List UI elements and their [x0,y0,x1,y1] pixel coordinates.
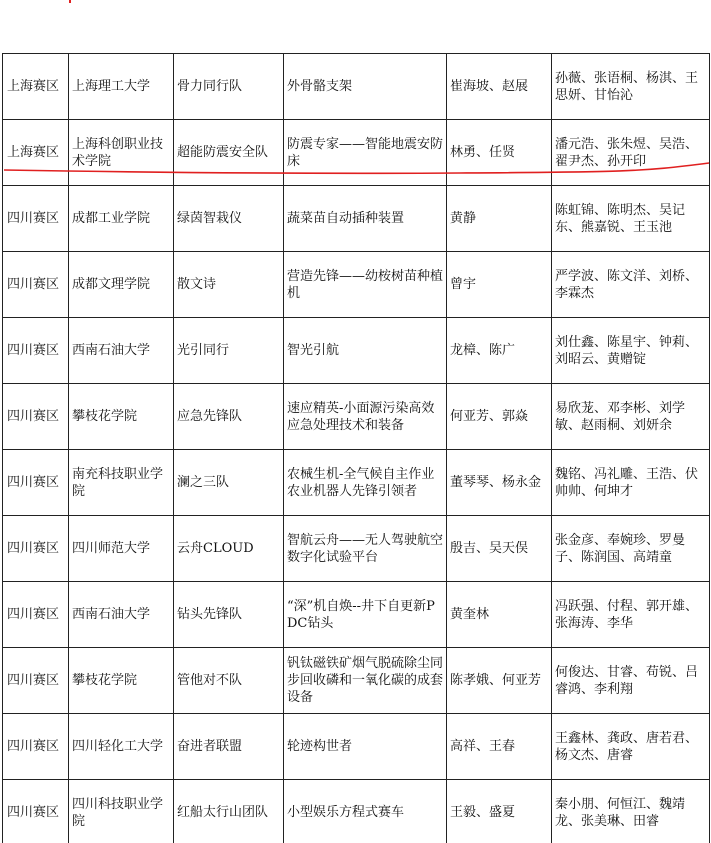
school-cell: 西南石油大学 [69,318,174,384]
region-cell: 四川赛区 [3,516,69,582]
red-mark-dot [69,0,71,3]
advisors-cell: 龙樟、陈广 [447,318,552,384]
project-cell: 小型娱乐方程式赛车 [284,780,447,843]
members-cell: 陈虹锦、陈明杰、吴记东、熊嘉锐、王玉池 [552,186,710,252]
members-cell: 易欣茏、邓李彬、刘学敏、赵雨桐、刘妍余 [552,384,710,450]
table-row [3,318,710,384]
project-cell: 钒钛磁铁矿烟气脱硫除尘同步回收磷和一氧化碳的成套设备 [284,648,447,714]
members-cell: 刘仕鑫、陈星宇、钟莉、刘昭云、黄赠锭 [552,318,710,384]
team-cell: 澜之三队 [174,450,284,516]
advisors-cell: 崔海坡、赵展 [447,54,552,120]
project-cell: 营造先锋——幼桉树苗种植机 [284,252,447,318]
region-cell: 四川赛区 [3,252,69,318]
table-body [3,54,710,843]
project-cell: 外骨骼支架 [284,54,447,120]
project-cell: 智光引航 [284,318,447,384]
team-cell: 超能防震安全队 [174,120,284,186]
team-cell: 光引同行 [174,318,284,384]
school-cell: 成都工业学院 [69,186,174,252]
school-cell: 上海科创职业技术学院 [69,120,174,186]
project-cell: 蔬菜苗自动插种装置 [284,186,447,252]
region-cell: 四川赛区 [3,780,69,843]
team-cell: 奋进者联盟 [174,714,284,780]
region-cell: 四川赛区 [3,648,69,714]
region-cell: 四川赛区 [3,186,69,252]
team-cell: 骨力同行队 [174,54,284,120]
project-cell: 农械生机-全气候自主作业农业机器人先锋引领者 [284,450,447,516]
team-cell: 钻头先锋队 [174,582,284,648]
school-cell: 攀枝花学院 [69,384,174,450]
region-cell: 四川赛区 [3,582,69,648]
table-row [3,120,710,186]
school-cell: 四川师范大学 [69,516,174,582]
advisors-cell: 黄静 [447,186,552,252]
team-cell: 管他对不队 [174,648,284,714]
team-cell: 云舟CLOUD [174,516,284,582]
table-row [3,384,710,450]
table-row [3,54,710,120]
members-cell: 严学波、陈文洋、刘桥、李霖杰 [552,252,710,318]
table-row [3,582,710,648]
project-cell: 速应精英-小面源污染高效应急处理技术和装备 [284,384,447,450]
advisors-cell: 高祥、王春 [447,714,552,780]
table-row [3,648,710,714]
award-table [2,53,710,843]
advisors-cell: 殷吉、吴天俣 [447,516,552,582]
school-cell: 四川轻化工大学 [69,714,174,780]
project-cell: 智航云舟——无人驾驶航空数字化试验平台 [284,516,447,582]
advisors-cell: 董琴琴、杨永金 [447,450,552,516]
members-cell: 魏铭、冯礼雕、王浩、伏帅帅、何坤才 [552,450,710,516]
region-cell: 四川赛区 [3,714,69,780]
members-cell: 秦小朋、何恒江、魏靖龙、张美琳、田睿 [552,780,710,843]
members-cell: 何俊达、甘睿、苟锐、吕睿鸿、李利翔 [552,648,710,714]
region-cell: 四川赛区 [3,450,69,516]
region-cell: 上海赛区 [3,54,69,120]
members-cell: 张金彦、奉婉珍、罗曼子、陈润国、高靖童 [552,516,710,582]
table-row [3,450,710,516]
project-cell: 轮迹构世者 [284,714,447,780]
table-row [3,714,710,780]
advisors-cell: 林勇、任贤 [447,120,552,186]
region-cell: 四川赛区 [3,384,69,450]
table-row [3,780,710,843]
members-cell: 孙薇、张语桐、杨淇、王思妍、甘怡沁 [552,54,710,120]
advisors-cell: 陈孝娥、何亚芳 [447,648,552,714]
advisors-cell: 黄奎林 [447,582,552,648]
members-cell: 冯跃强、付程、郭开雄、张海涛、李华 [552,582,710,648]
project-cell: “深”机自焕--井下自更新PDC钻头 [284,582,447,648]
team-cell: 红船太行山团队 [174,780,284,843]
table-row [3,516,710,582]
school-cell: 南充科技职业学院 [69,450,174,516]
advisors-cell: 曾宇 [447,252,552,318]
team-cell: 应急先锋队 [174,384,284,450]
members-cell: 王鑫林、龚政、唐若君、杨文杰、唐睿 [552,714,710,780]
school-cell: 西南石油大学 [69,582,174,648]
project-cell: 防震专家——智能地震安防床 [284,120,447,186]
school-cell: 攀枝花学院 [69,648,174,714]
members-cell: 潘元浩、张朱煜、吴浩、翟尹杰、孙开印 [552,120,710,186]
team-cell: 散文诗 [174,252,284,318]
school-cell: 上海理工大学 [69,54,174,120]
table-row [3,252,710,318]
table-row [3,186,710,252]
advisors-cell: 王毅、盛夏 [447,780,552,843]
school-cell: 四川科技职业学院 [69,780,174,843]
region-cell: 上海赛区 [3,120,69,186]
school-cell: 成都文理学院 [69,252,174,318]
region-cell: 四川赛区 [3,318,69,384]
advisors-cell: 何亚芳、郭焱 [447,384,552,450]
team-cell: 绿茵智栽仪 [174,186,284,252]
